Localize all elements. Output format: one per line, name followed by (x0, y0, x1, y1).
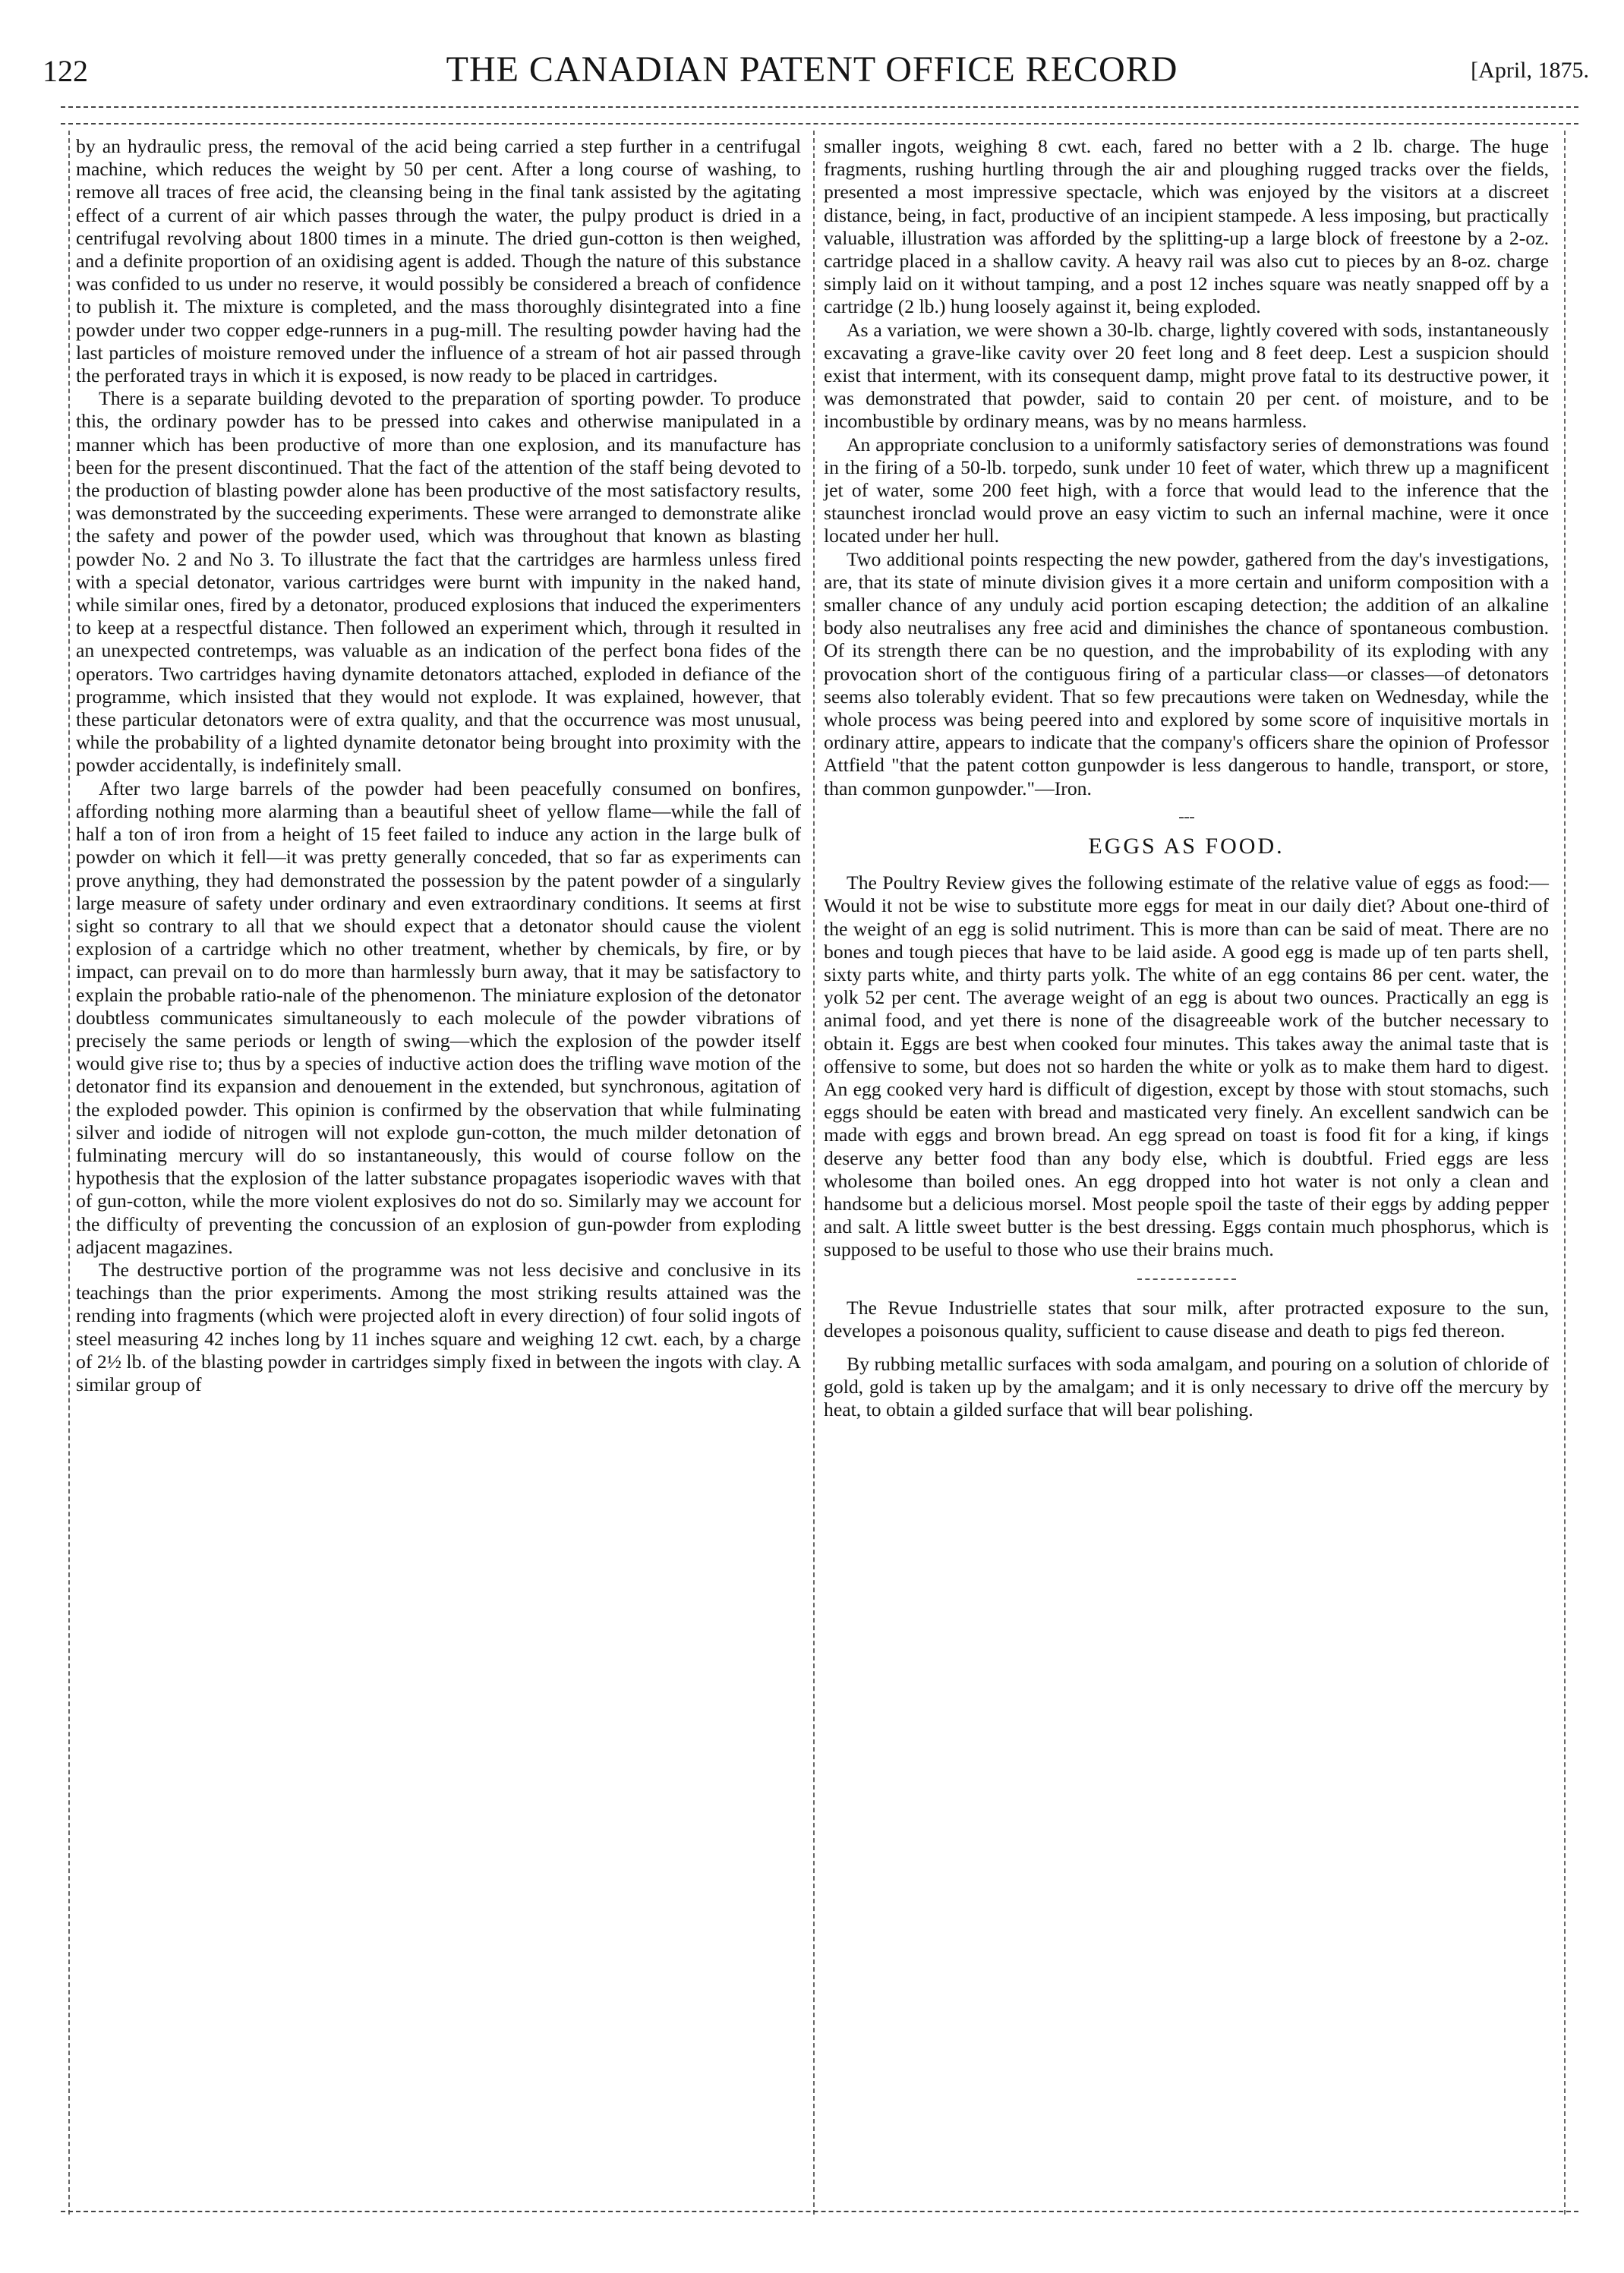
article-paragraph: An appropriate conclusion to a uniformly satisfactory series of demonstrations was found in the firing of a 50-lb. torpedo, sunk under 10 feet of water, which threw up a magnificent jet of water, some 200 feet high, with a force that would lead to the inference that the staunchest ironclad would prove an easy victim to such an infernal machine, were it once located under her hull. (824, 433, 1549, 547)
page-number: 122 (43, 54, 88, 88)
section-separator (1137, 1278, 1236, 1280)
article-paragraph: After two large barrels of the powder had been peacefully consumed on bonfires, affording nothing more alarming than a beautiful sheet of yellow flame—while the fall of half a ton of iron from a height of 15 feet failed to induce any action in the large bulk of powder on which it fell—it was pretty generally conceded, that so far as experiments can prove anything, they had demonstrated the possession by the patent powder of a singularly large measure of safety under ordinary and even extraordinary conditions. It seems at first sight so contrary to all that we should expect that a detonator should cause the violent explosion of a cartridge which no other treatment, whether by chemicals, by fire, or by impact, can prevail on to do more than harmlessly burn away, that it may be satisfactory to explain the probable ratio-nale of the phenomenon. The miniature explosion of the detonator doubtless communicates simultaneously to each molecule of the powder vibrations of precisely the same periods or length of swing—which the explosion of the powder itself would give rise to; thus by a species of inductive action does the trifling wave motion of the detonator find its expansion and denouement in the extended, but synchronous, agitation of the exploded powder. This opinion is confirmed by the observation that while fulminating silver and iodide of nitrogen will not explode gun-cotton, the much milder detonation of fulminating mercury will do so instantaneously, this would of course follow on the hypothesis that the explosion of the latter substance propagates isoperiodic waves with that of gun-cotton, while the more violent explosives do not do so. Similarly may we account for the difficulty of preventing the concussion of an explosion of gun-powder from exploding adjacent magazines. (76, 777, 801, 1258)
issue-date: [April, 1875. (1471, 58, 1589, 83)
eggs-paragraph: The Poultry Review gives the following estimate of the relative value of eggs as food:—Would it not be wise to substitute more eggs for meat in our daily diet? About one-third of the weight of an egg is solid nutriment. This is more than can be said of meat. There are no bones and tough pieces that have to be laid aside. A good egg is made up of ten parts shell, sixty parts white, and thirty parts yolk. The white of an egg contains 86 per cent. water, the yolk 52 per cent. The average weight of an egg is about two ounces. Practically an egg is animal food, and yet there is none of the disagreeable work of the butcher necessary to obtain it. Eggs are best when cooked four minutes. This takes away the animal taste that is offensive to some, but does not so harden the white or yolk as to make them hard to digest. An egg cooked very hard is difficult of digestion, except by those with stout stomachs, such eggs should be eaten with bread and masticated very finely. An excellent sandwich can be made with eggs and brown bread. An egg spread on toast is food fit for a king, if kings deserve any better food than any body else, which is doubtful. Fried eggs are less wholesome than boiled ones. An egg dropped into hot water is not only a clean and handsome but a delicious morsel. Most people spoil the taste of their eggs by adding pepper and salt. A little sweet butter is the best dressing. Eggs contain much phosphorus, which is supposed to be useful to those who use their brains much. (824, 872, 1549, 1261)
publication-title: THE CANADIAN PATENT OFFICE RECORD (446, 49, 1178, 90)
header-rule (61, 106, 1578, 108)
article-paragraph: Two additional points respecting the new powder, gathered from the day's investigations, are, that its state of minute division gives it a more certain and uniform composition with a smaller chance of any unduly acid portion escaping detection; the addition of an alkaline body also neutralises any free acid and diminishes the chance of spontaneous combustion. Of its strength there can be no question, and the improbability of its exploding with any provocation short of the contiguous firing of a particular class—or classes—of detonators seems also tolerably evident. That so few precautions were taken on Wednesday, while the whole process was being peered into and explored by some score of inquisitive mortals in ordinary attire, appears to indicate that the company's officers share the opinion of Professor Attfield "that the patent cotton gunpowder is less dangerous to handle, transport, or store, than common gunpowder."—Iron. (824, 547, 1549, 799)
article-paragraph: As a variation, we were shown a 30-lb. charge, lightly covered with sods, instantaneously excavating a grave-like cavity over 20 feet long and 8 feet deep. Lest a suspicion should exist that interment, with its consequent damp, might prove fatal to its destructive power, it was demonstrated that powder, said to contain 20 per cent. of moisture, and to be incombustible by ordinary means, was by no means harmless. (824, 318, 1549, 433)
right-margin-rule (1564, 131, 1566, 2215)
right-column (824, 135, 1549, 1422)
article-paragraph: smaller ingots, weighing 8 cwt. each, fared no better with a 2 lb. charge. The huge fragments, rushing hurtling through the air and ploughing rugged tracks over the fields, presented a most impressive spectacle, which was enjoyed by the visitors at a discreet distance, being, in fact, productive of an incipient stampede. A less imposing, but practically valuable, illustration was afforded by the splitting-up a large block of freestone by a 2-oz. cartridge placed in a shallow cavity. A heavy rail was also cut to pieces by an 8-oz. charge simply laid on it without tamping, and a post 12 inches square was neatly snapped off by a cartridge (2 lb.) hung loosely against it, being exploded. (824, 135, 1549, 318)
article-paragraph: The destructive portion of the programme was not less decisive and conclusive in its teachings than the prior experiments. Among the most striking results attained was the rending into fragments (which were projected aloft in every direction) of four solid ingots of steel measuring 42 inches long by 11 inches square and weighing 12 cwt. each, by a charge of 2½ lb. of the blasting powder in cartridges simply fixed in between the ingots with clay. A similar group of (76, 1258, 801, 1395)
eggs-section-title: EGGS AS FOOD. (1088, 833, 1285, 859)
left-margin-rule (68, 131, 70, 2215)
header-rule-lower (61, 123, 1578, 125)
article-paragraph: by an hydraulic press, the removal of the acid being carried a step further in a centrifugal machine, which reduces the weight by 50 per cent. After a long course of washing, to remove all traces of free acid, the cleansing being in the final tank assisted by the agitating effect of a current of air which passes through the water, the pulpy product is dried in a centrifugal revolving about 1800 times in a minute. The dried gun-cotton is then weighed, and a definite proportion of an oxidising agent is added. Though the nature of this substance was confided to us under no reserve, it would possibly be considered a breach of confidence to publish it. The mixture is completed, and the mass thoroughly disintegrated into a fine powder under two copper edge-runners in a pug-mill. The resulting powder having had the last particles of moisture removed under the influence of a stream of hot air passed through the perforated trays in which it is exposed, is now ready to be placed in cartridges. (76, 135, 801, 387)
article-paragraph: There is a separate building devoted to the preparation of sporting powder. To produce this, the ordinary powder has to be pressed into cakes and otherwise manipulated in a manner which has been productive of more than one explosion, and its manufacture has been for the present discontinued. That the fact of the attention of the staff being devoted to the production of blasting powder alone has been productive of the most satisfactory results, was demonstrated by the succeeding experiments. These were arranged to demonstrate alike the safety and power of the powder used, which was throughout that known as blasting powder No. 2 and No 3. To illustrate the fact that the cartridges are harmless unless fired with a special detonator, various cartridges were burnt with impunity in the naked hand, while similar ones, fired by a detonator, produced explosions that induced the experimenters to keep at a respectful distance. Then followed an experiment which, through it resulted in an unexpected contretemps, was valuable as an indication of the perfect bona fides of the operators. Two cartridges having dynamite detonators attached, exploded in defiance of the programme, which insisted that they would not explode. It was explained, however, that these particular detonators were of extra quality, and that the occurrence was most unusual, while the probability of a lighted dynamite detonator being brought into proximity with the powder accidentally, is indefinitely small. (76, 387, 801, 777)
footer-rule (61, 2211, 1578, 2212)
milk-paragraph: The Revue Industrielle states that sour milk, after protracted exposure to the sun, developes a poisonous quality, sufficient to cause disease and death to pigs fed thereon. (824, 1296, 1549, 1341)
section-separator (1179, 817, 1194, 818)
left-column (76, 135, 801, 1396)
gold-paragraph: By rubbing metallic surfaces with soda amalgam, and pouring on a solution of chloride of gold, gold is taken up by the amalgam; and it is only necessary to drive off the mercury by heat, to obtain a gilded surface that will bear polishing. (824, 1352, 1549, 1421)
column-divider (813, 131, 815, 2215)
page-header (32, 47, 1592, 100)
